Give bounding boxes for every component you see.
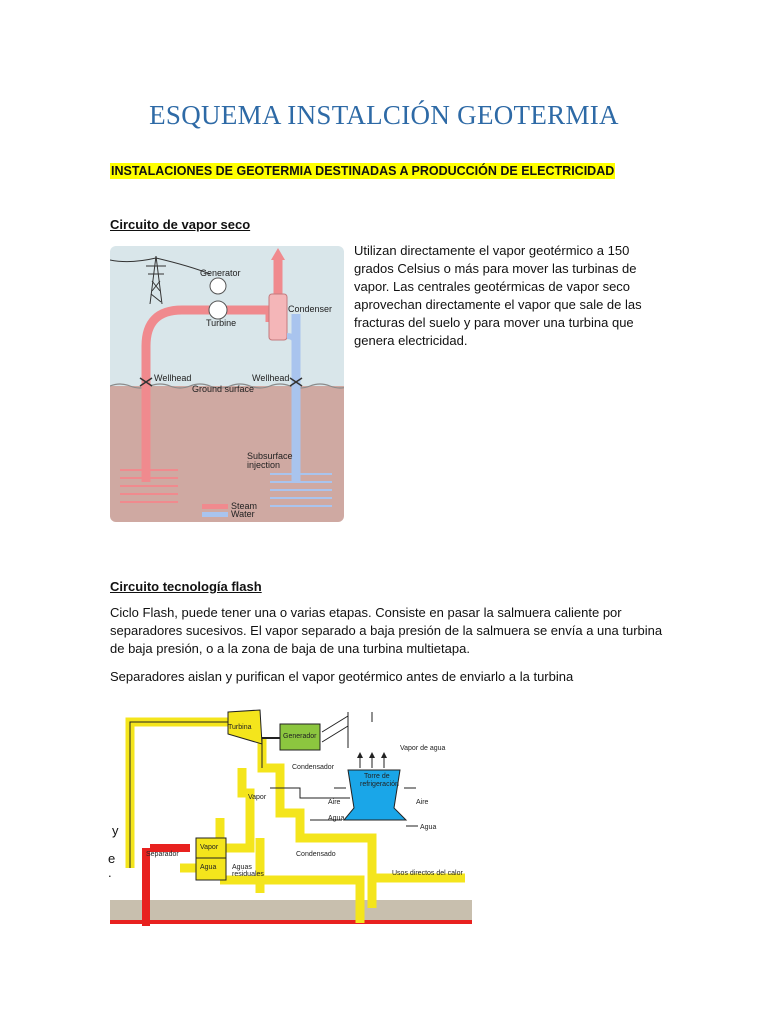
refrigeracion-label: refrigeración	[360, 781, 399, 788]
section1-paragraph	[354, 242, 642, 350]
text-line: fracturas del suelo y para mover una turbina que	[354, 315, 634, 330]
condensado-label: Condensado	[296, 851, 336, 858]
subsurface-label: Subsurface	[247, 451, 293, 461]
legend-water-label: Water	[231, 509, 255, 519]
turbine-label: Turbine	[206, 318, 237, 328]
generador-label: Generador	[283, 733, 317, 740]
injection-label: injection	[247, 460, 281, 470]
aguas-label: Aguas	[232, 864, 252, 871]
separador-label: Separador	[146, 851, 179, 858]
legend-steam-label: Steam	[231, 501, 258, 511]
text-line: de baja presión, o a la zona de baja de una turbina multietapa.	[110, 641, 470, 656]
section2-paragraph	[110, 604, 662, 658]
text-line: separadores sucesivos. El vapor separado a baja presión de la salmuera se envía a una turbina	[110, 623, 663, 638]
section1-heading: Circuito de vapor seco	[110, 217, 251, 232]
text-line: vapor. Las centrales geotérmicas de vapor seco	[354, 279, 631, 294]
wellhead-left-label: Wellhead	[154, 373, 192, 383]
aire-label-1: Aire	[328, 799, 341, 806]
ground-surface-label: Ground surface	[192, 384, 255, 394]
aire-label-2: Aire	[416, 799, 429, 806]
agua-label-2: Agua	[420, 824, 437, 831]
vapor-label: Vapor	[248, 794, 267, 801]
section2-heading: Circuito tecnología flash	[110, 579, 262, 594]
margin-text-1: y	[112, 823, 119, 838]
text-line: Ciclo Flash, puede tener una o varias etapas. Consiste en pasar la salmuera caliente por	[110, 605, 622, 620]
torre-label: Torre de	[364, 773, 390, 780]
agua-sep-label: Agua	[200, 864, 217, 871]
condensador-label: Condensador	[292, 764, 335, 771]
residuales-label: residuales	[232, 871, 264, 878]
flash-diagram	[110, 708, 472, 926]
margin-text-2: e	[108, 851, 116, 866]
usos-label: Usos directos del calor	[392, 870, 463, 877]
section-subtitle: INSTALACIONES DE GEOTERMIA DESTINADAS A PRODUCCIÓN DE ELECTRICIDAD	[111, 164, 615, 178]
vapor-agua-label: Vapor de agua	[400, 745, 446, 752]
section2-note: Separadores aislan y purifican el vapor geotérmico antes de enviarlo a la turbina	[110, 669, 574, 684]
flash-svg	[110, 708, 472, 926]
agua-label-1: Agua	[328, 815, 345, 822]
wellhead-right-label: Wellhead	[252, 373, 290, 383]
document-title: ESQUEMA INSTALCIÓN GEOTERMIA	[149, 100, 619, 130]
text-line: aprovechan directamente el vapor que sale de las	[354, 297, 642, 312]
generator-label: Generator	[200, 268, 241, 278]
text-line: genera electricidad.	[354, 333, 468, 348]
margin-text-3: .	[108, 865, 112, 880]
text-line: Utilizan directamente el vapor geotérmico a 150	[354, 243, 630, 258]
dry-steam-diagram	[110, 246, 344, 522]
turbina-label: Turbina	[228, 724, 252, 731]
condenser-label: Condenser	[288, 304, 333, 314]
text-line: grados Celsius o más para mover las turbinas de	[354, 261, 637, 276]
vapor-sep-label: Vapor	[200, 844, 219, 851]
